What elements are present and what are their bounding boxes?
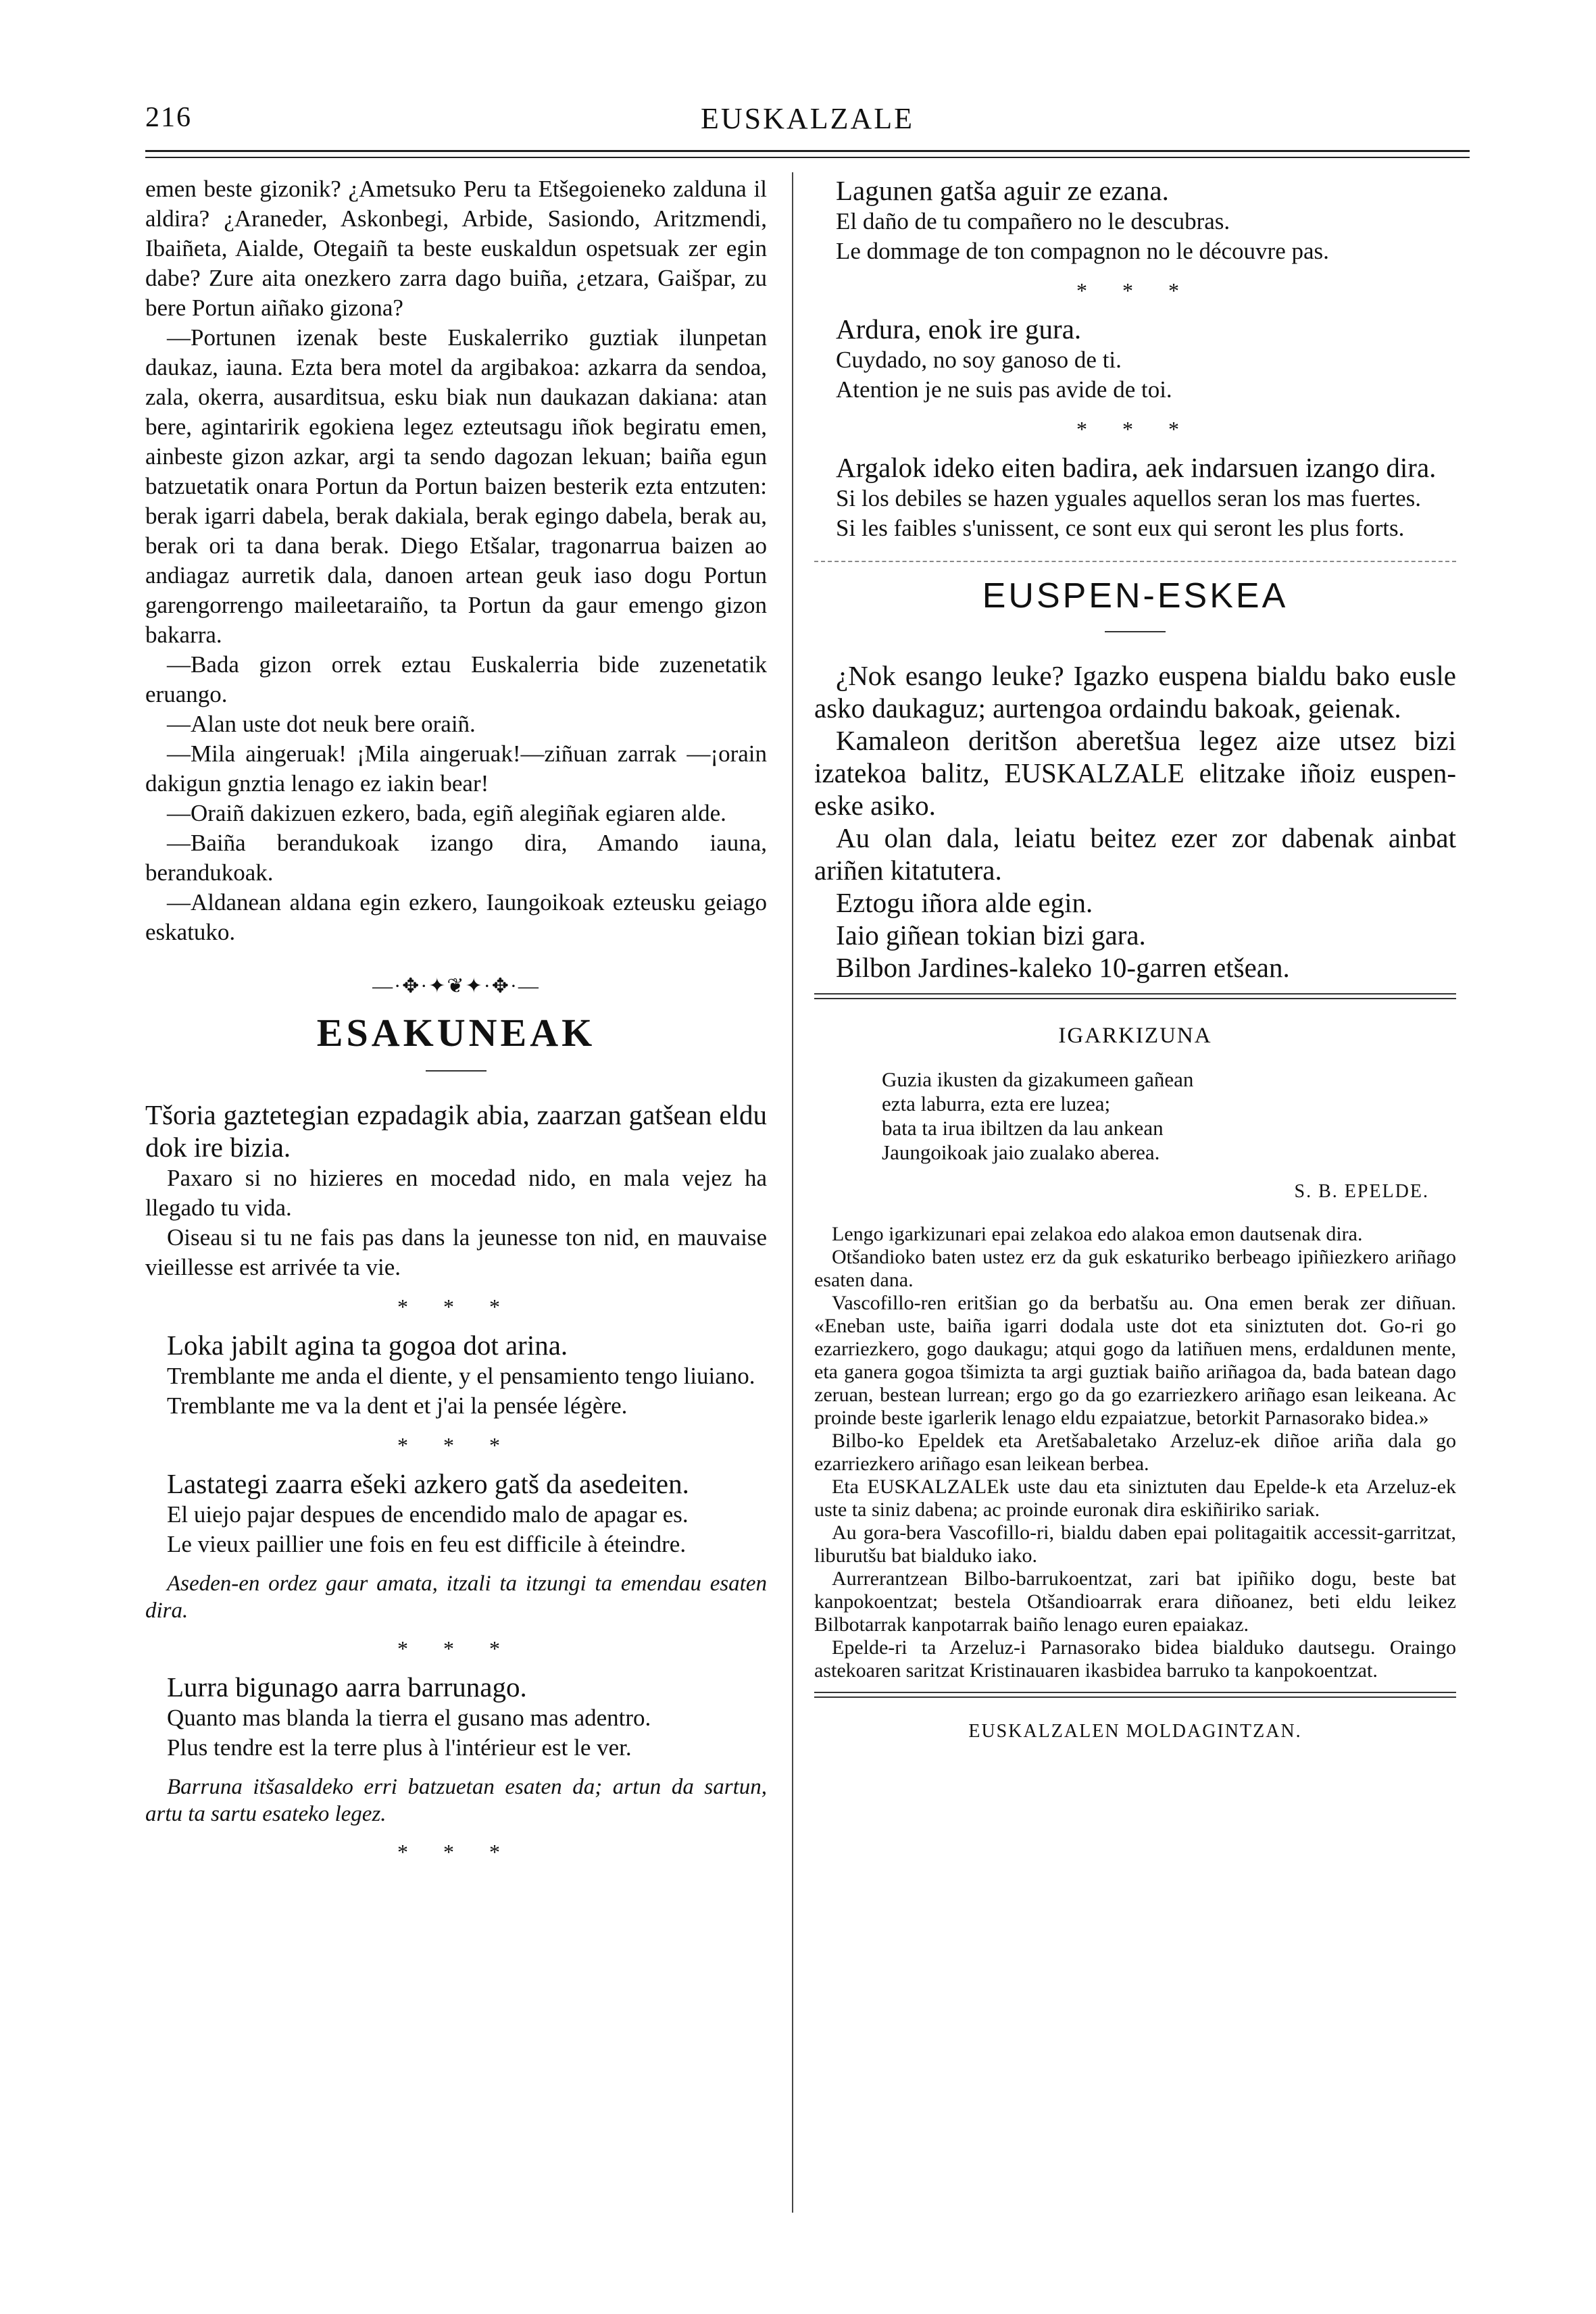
stars-separator: * * * <box>397 1840 515 1864</box>
saying-basque: Argalok ideko eiten badira, aek indarsuen izango dira. <box>836 452 1437 483</box>
signature: S. B. EPELDE. <box>1294 1181 1429 1202</box>
left-column <box>145 174 767 1874</box>
page-number: 216 <box>145 102 192 133</box>
paragraph: —Oraiñ dakizuen ezkero, bada, egiñ alegiñak egiaren alde. <box>167 800 726 826</box>
commentary-paragraph: Epelde-ri ta Arzeluz-i Parnasorako bidea bialduko dautsegu. Oraingo astekoaren saritzat Kristinauaren ikasbidea barruko ta kanpokoentzat. <box>814 1636 1456 1682</box>
commentary-paragraph: Eta EUSKALZALEk uste dau eta siniztuten dau Epelde-k eta Arzeluz-ek uste ta siniz dabena; ac proinde euronak dira eskiñiriko sariak. <box>814 1476 1456 1521</box>
section-rule <box>814 993 1456 999</box>
paragraph: emen beste gizonik? ¿Ametsuko Peru ta Etšegoieneko zalduna il aldira? ¿Araneder, Askonbegi, Arbide, Sasiondo, Aritzmendi, Ibaiñeta, Aialde, Otegaiñ ta beste euskaldun ospetsuak zer egin dabe? Zure aita onezkero zarra dago buiña, ¿etzara, Gaišpar, zu bere Portun aiñako gizona? <box>145 176 767 321</box>
commentary-paragraph: Lengo igarkizunari epai zelakoa edo alakoa emon dautsenak dira. <box>832 1223 1363 1245</box>
saying-spanish: El uiejo pajar despues de encendido malo de apagar es. <box>167 1501 689 1528</box>
poem-line: ezta laburra, ezta ere luzea; <box>882 1092 1111 1115</box>
paragraph: —Bada gizon orrek eztau Euskalerria bide zuzenetatik eruango. <box>145 651 767 707</box>
saying-basque: Lastategi zaarra ešeki azkero gatš da asedeiten. <box>167 1468 689 1499</box>
stars-separator: * * * <box>397 1294 515 1319</box>
column-divider <box>792 172 793 2213</box>
printer-imprint: EUSKALZALEN MOLDAGINTZAN. <box>968 1721 1302 1742</box>
title-rule <box>426 1070 487 1072</box>
commentary-paragraph: Bilbo-ko Epeldek eta Aretšabaletako Arzeluz-ek diñoe ariña dala go ezarriezkero ariñago esan leikean berbea. <box>814 1430 1456 1475</box>
paragraph: ¿Nok esango leuke? Igazko euspena bialdu bako eusle asko daukaguz; aurtengoa ordaindu bakoak, geienak. <box>814 660 1456 724</box>
saying-spanish: Cuydado, no soy ganoso de ti. <box>836 347 1122 373</box>
poem-line: bata ta irua ibiltzen da lau ankean <box>882 1116 1164 1140</box>
commentary-paragraph: Vascofillo-ren eritšian go da berbatšu au. Ona emen berak zer diñuan. «Eneban uste, baiña igarri dodala uste dot eta siniztuten dot. Go-ri go ezarriezkero, gogo daukagu; atqui gogo da latiñuen mens, erdaldunen mente, eta ganera gogoa tšimizta ta argi guztiak baiño ariñagoa da, bada batean dago zeruan, bestean lurrean; ergo go da go ezarriezkero ariñago esan leikeana. Ac proinde beste igarlerik lenago eldu ezpaiatzue, betorkit Parnasorako bidea.» <box>814 1292 1456 1429</box>
section-title-euspen-eskea: EUSPEN-ESKEA <box>982 576 1289 615</box>
saying-basque: Lagunen gatša aguir ze ezana. <box>836 175 1169 206</box>
footer-rule <box>814 1692 1456 1698</box>
saying-french: Oiseau si tu ne fais pas dans la jeunesse ton nid, en mauvaise vieillesse est arrivée ta vie. <box>145 1224 767 1280</box>
stars-separator: * * * <box>397 1433 515 1457</box>
poem-line: Jaungoikoak jaio zualako aberea. <box>882 1140 1160 1164</box>
saying-basque: Lurra bigunago aarra barrunago. <box>167 1671 527 1703</box>
saying-spanish: Paxaro si no hizieres en mocedad nido, en mala vejez ha llegado tu vida. <box>145 1165 767 1221</box>
saying-spanish: Tremblante me anda el diente, y el pensamiento tengo liuiano. <box>167 1363 755 1389</box>
paragraph: Kamaleon deritšon aberetšua legez aize utsez bizi izatekoa balitz, EUSKALZALE elitzake iñoiz euspen-eske asiko. <box>814 725 1456 821</box>
page-header <box>145 101 1470 149</box>
section-title-igarkizuna: IGARKIZUNA <box>1058 1024 1212 1048</box>
saying-spanish: Quanto mas blanda la tierra el gusano mas adentro. <box>167 1705 651 1731</box>
section-title-esakuneak: ESAKUNEAK <box>316 1011 596 1055</box>
stars-separator: * * * <box>1076 278 1194 303</box>
footnote: Aseden-en ordez gaur amata, itzali ta itzungi ta emendau esaten dira. <box>145 1571 767 1623</box>
saying-basque: Loka jabilt agina ta gogoa dot arina. <box>167 1330 568 1361</box>
header-rule <box>145 150 1470 158</box>
paragraph: —Aldanean aldana egin ezkero, Iaungoikoak ezteusku geiago eskatuko. <box>145 889 767 945</box>
saying-french: Tremblante me va la dent et j'ai la pensée légère. <box>167 1392 628 1419</box>
paragraph: Iaio giñean tokian bizi gara. <box>836 920 1146 951</box>
saying-french: Plus tendre est la terre plus à l'intérieur est le ver. <box>167 1734 632 1761</box>
saying-french: Le vieux paillier une fois en feu est difficile à éteindre. <box>167 1531 687 1557</box>
paragraph: —Baiña berandukoak izango dira, Amando iauna, berandukoak. <box>145 830 767 886</box>
saying-spanish: Si los debiles se hazen yguales aquellos seran los mas fuertes. <box>836 485 1422 511</box>
running-title: EUSKALZALE <box>701 102 914 135</box>
paragraph: Au olan dala, leiatu beitez ezer zor dabenak ainbat ariñen kitatutera. <box>814 822 1456 886</box>
paragraph: Bilbon Jardines-kaleko 10-garren etšean. <box>836 952 1290 983</box>
saying-basque: Ardura, enok ire gura. <box>836 313 1082 345</box>
riddle-poem <box>882 1067 1456 1165</box>
paragraph: —Mila aingeruak! ¡Mila aingeruak!—ziñuan zarrak —¡orain dakigun gnztia lenago ez iakin bear! <box>145 740 767 797</box>
saying-basque: Tšoria gaztetegian ezpadagik abia, zaarzan gatšean eldu dok ire bizia. <box>145 1099 767 1163</box>
commentary-paragraph: Au gora-bera Vascofillo-ri, bialdu daben epai politagaitik accessit-garritzat, liburutšu bat bialduko iako. <box>814 1521 1456 1567</box>
paragraph: Eztogu iñora alde egin. <box>836 887 1093 918</box>
saying-french: Le dommage de ton compagnon no le découvre pas. <box>836 238 1329 264</box>
paragraph: —Alan uste dot neuk bere oraiñ. <box>167 711 476 737</box>
right-column <box>814 174 1456 1742</box>
saying-french: Si les faibles s'unissent, ce sont eux qui seront les plus forts. <box>836 515 1405 541</box>
title-rule <box>1105 631 1166 632</box>
section-divider <box>814 561 1456 562</box>
saying-french: Atention je ne suis pas avide de toi. <box>836 376 1172 403</box>
commentary-paragraph: Aurrerantzean Bilbo-barrukoentzat, zari bat ipiñiko dogu, beste bat kanpokoentzat; bestela Otšandioarrak erara diñoanez, beti eldu leikez Bilbotarrak kanpotarrak baiño lenago euren epaiakaz. <box>814 1567 1456 1636</box>
paragraph: —Portunen izenak beste Euskalerriko guztiak ilunpetan daukaz, iauna. Ezta bera motel da argibakoa: azkarra da sendoa, zala, okerra, ausarditsua, esku biak nun daukazan dakiana: atan bere, agintaririk egokiena legez ezteutsagu iñok begiratu emen, ainbeste gizon azkar, argi ta sendo dagozan lekuan; baiña egun batzuetatik onara Portun da Portun baizen besterik ezta entzuten: berak igarri dabela, berak dakiala, berak egingo dabela, berak au, berak ori ta dana berak. Diego Etšalar, tragonarrua baizen ao andiagaz aurretik dala, danoen artean geuk iaso dogu Portun garengorrengo maileetaraiño, ta Portun da gaur emengo gizon bakarra. <box>145 324 767 648</box>
stars-separator: * * * <box>1076 417 1194 441</box>
stars-separator: * * * <box>397 1636 515 1661</box>
footnote: Barruna itšasaldeko erri batzuetan esaten da; artun da sartun, artu ta sartu esateko legez. <box>145 1775 767 1826</box>
commentary-paragraph: Otšandioko baten ustez erz da guk eskaturiko berbeago ipiñiezkero ariñago esaten dana. <box>814 1246 1456 1291</box>
poem-line: Guzia ikusten da gizakumeen gañean <box>882 1067 1194 1091</box>
saying-spanish: El daño de tu compañero no le descubras. <box>836 208 1230 234</box>
ornament-divider: —·✥·✦❦✦·✥·— <box>372 975 540 997</box>
